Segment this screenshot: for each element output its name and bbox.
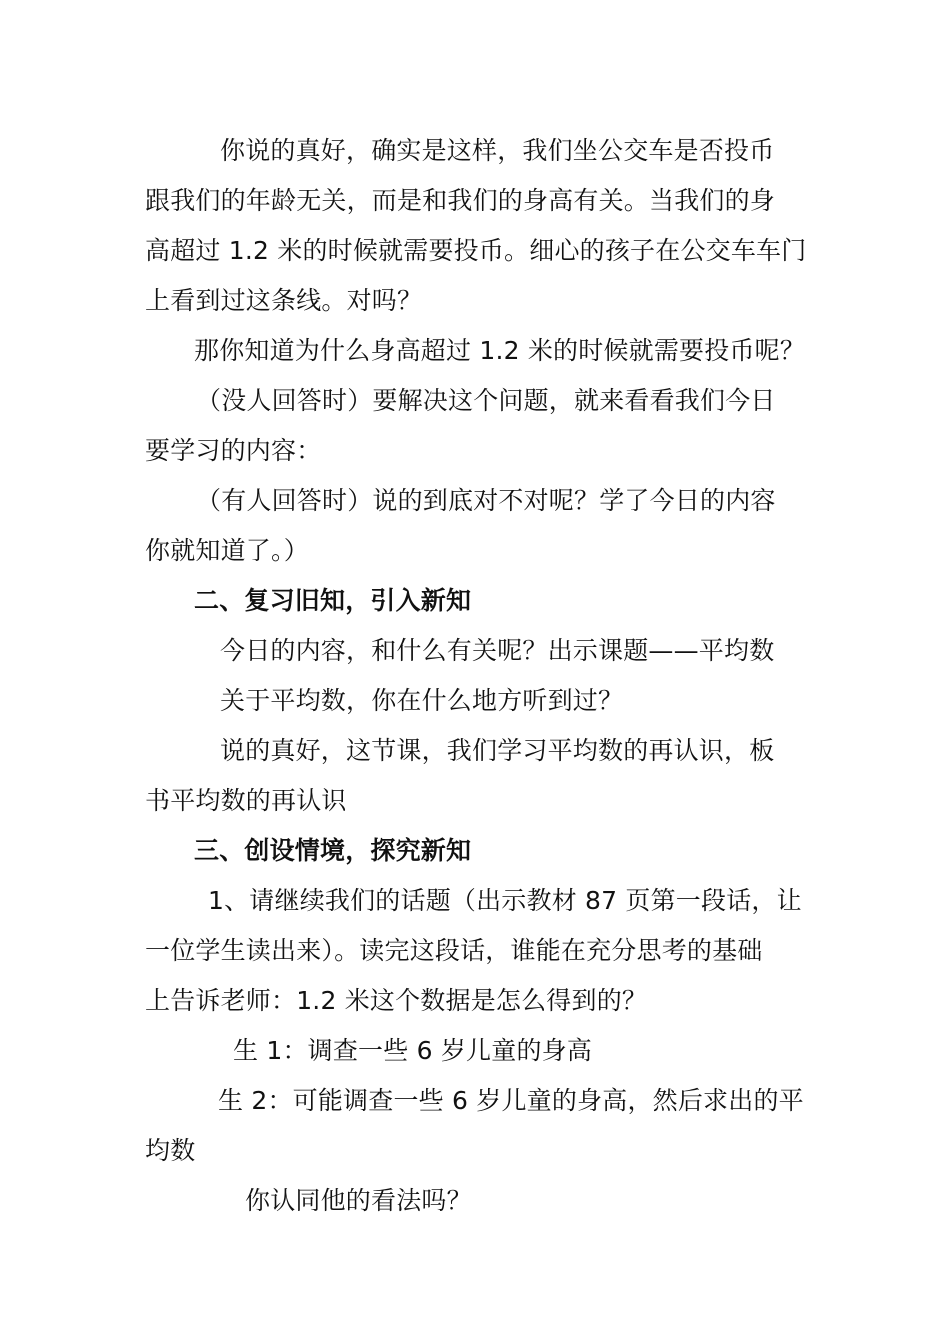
paragraph-line: 均数	[145, 1136, 196, 1165]
paragraph-line: 上看到过这条线。对吗？	[145, 286, 423, 315]
paragraph-line: 生 2：可能调查一些 6 岁儿童的身高，然后求出的平	[218, 1086, 804, 1115]
paragraph-line: 跟我们的年龄无关，而是和我们的身高有关。当我们的身	[145, 186, 776, 215]
paragraph-line: （有人回答时）说的到底对不对呢？学了今日的内容	[196, 486, 776, 515]
section-heading-review: 二、复习旧知，引入新知	[194, 586, 472, 615]
paragraph-line: 要学习的内容：	[145, 436, 322, 465]
paragraph-line: 生 1：调查一些 6 岁儿童的身高	[233, 1036, 593, 1065]
paragraph-line: 上告诉老师：1.2 米这个数据是怎么得到的？	[145, 986, 648, 1015]
paragraph-line: 你就知道了。）	[145, 536, 309, 565]
paragraph-line: 今日的内容，和什么有关呢？出示课题——平均数	[220, 636, 775, 665]
paragraph-line: 那你知道为什么身高超过 1.2 米的时候就需要投币呢？	[194, 336, 806, 365]
paragraph-line: 你认同他的看法吗？	[245, 1186, 472, 1215]
paragraph-line: 关于平均数，你在什么地方听到过？	[220, 686, 624, 715]
section-heading-explore: 三、创设情境，探究新知	[194, 836, 472, 865]
paragraph-line: 1、请继续我们的话题（出示教材 87 页第一段话，让	[208, 886, 802, 915]
paragraph-line: 书平均数的再认识	[145, 786, 347, 815]
paragraph-line: （没人回答时）要解决这个问题，就来看看我们今日	[196, 386, 776, 415]
paragraph-line: 高超过 1.2 米的时候就需要投币。细心的孩子在公交车车门	[145, 236, 807, 265]
paragraph-line: 一位学生读出来）。读完这段话，谁能在充分思考的基础	[145, 936, 763, 965]
paragraph-line: 说的真好，这节课，我们学习平均数的再认识，板	[220, 736, 775, 765]
paragraph-line: 你说的真好，确实是这样，我们坐公交车是否投币	[220, 136, 775, 165]
